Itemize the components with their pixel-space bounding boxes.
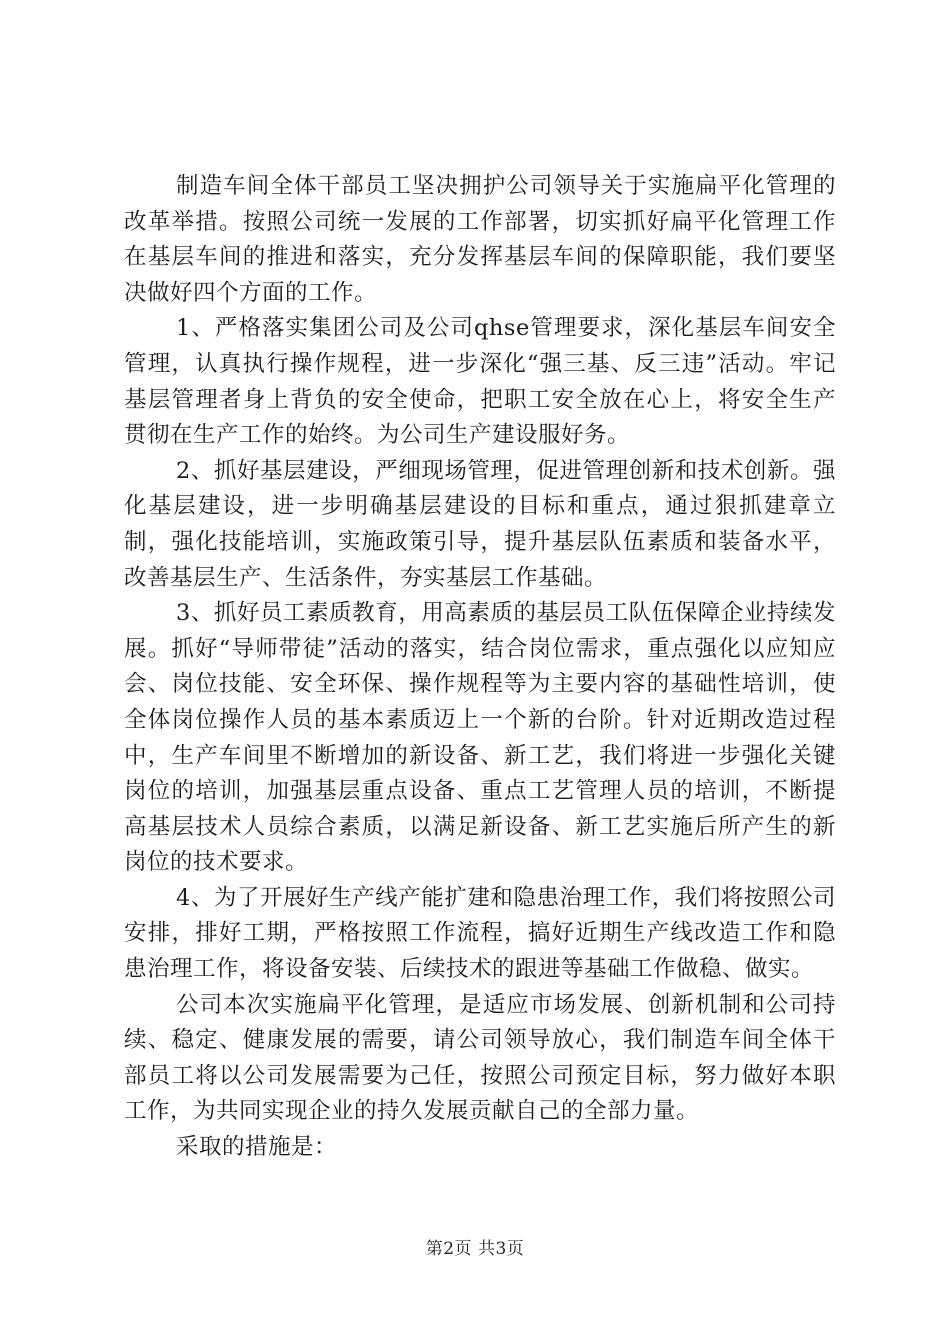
paragraph-item-1: 1、严格落实集团公司及公司qhse管理要求，深化基层车间安全管理，认真执行操作规程，进一步深化“强三基、反三违”活动。牢记基层管理者身上背负的安全使命，把职工安全放在心上，将安全生产贯彻在生产工作的始终。为公司生产建设服好务。 xyxy=(124,315,836,449)
paragraph-measures-heading: 采取的措施是： xyxy=(176,1134,338,1161)
paragraph-conclusion: 公司本次实施扁平化管理，是适应市场发展、创新机制和公司持续、稳定、健康发展的需要，请公司领导放心，我们制造车间全体干部员工将以公司发展需要为己任，按照公司预定目标，努力做好本职工作，为共同实现企业的持久发展贡献自己的全部力量。 xyxy=(124,991,836,1125)
paragraph-intro: 制造车间全体干部员工坚决拥护公司领导关于实施扁平化管理的改革举措。按照公司统一发展的工作部署，切实抓好扁平化管理工作在基层车间的推进和落实，充分发挥基层车间的保障职能，我们要坚决做好四个方面的工作。 xyxy=(124,173,836,306)
paragraph-item-3: 3、抓好员工素质教育，用高素质的基层员工队伍保障企业持续发展。抓好“导师带徒”活动的落实，结合岗位需求，重点强化以应知应会、岗位技能、安全环保、操作规程等为主要内容的基础性培训，使全体岗位操作人员的基本素质迈上一个新的台阶。针对近期改造过程中，生产车间里不断增加的新设备、新工艺，我们将进一步强化关键岗位的培训，加强基层重点设备、重点工艺管理人员的培训，不断提高基层技术人员综合素质，以满足新设备、新工艺实施后所产生的新岗位的技术要求。 xyxy=(124,600,836,876)
page-footer xyxy=(0,1238,950,1260)
paragraph-item-2: 2、抓好基层建设，严细现场管理，促进管理创新和技术创新。强化基层建设，进一步明确基层建设的目标和重点，通过狠抓建章立制，强化技能培训，实施政策引导，提升基层队伍素质和装备水平，改善基层生产、生活条件，夯实基层工作基础。 xyxy=(124,457,836,591)
paragraph-item-4: 4、为了开展好生产线产能扩建和隐患治理工作，我们将按照公司安排，排好工期，严格按照工作流程，搞好近期生产线改造工作和隐患治理工作，将设备安装、后续技术的跟进等基础工作做稳、做实。 xyxy=(124,884,836,983)
document-body xyxy=(124,169,836,1166)
page-number-label: 第2页 共3页 xyxy=(425,1239,525,1259)
